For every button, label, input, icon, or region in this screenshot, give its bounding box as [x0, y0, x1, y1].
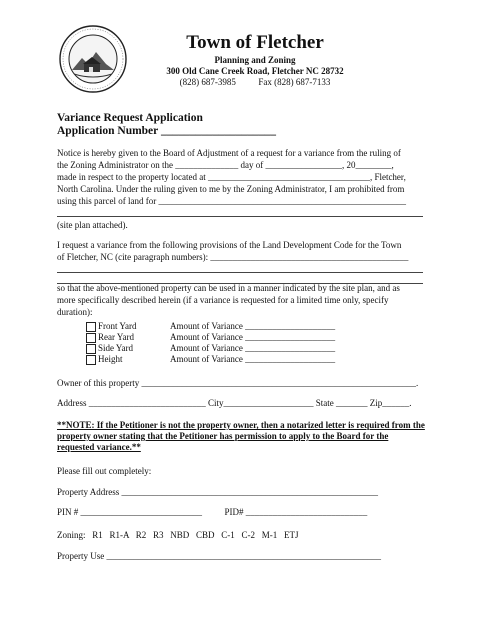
owner-field[interactable]: Owner of this property _____________________________________________________________. — [57, 378, 419, 388]
so-that-line-2: more specifically described herein (if a variance is requested for a limited time only, specify — [57, 295, 389, 305]
site-plan-note: (site plan attached). — [57, 220, 128, 230]
property-location-field[interactable]: made in respect to the property located at ____________________________________, Fletcher, — [57, 172, 406, 182]
town-name: Town of Fletcher — [186, 32, 324, 53]
rear-yard-label: Rear Yard — [98, 332, 134, 342]
side-yard-amount-field[interactable]: Amount of Variance ____________________ — [170, 343, 336, 353]
ruling-date-field[interactable]: the Zoning Administrator on the ______________ day of _________________, 20________, — [57, 160, 394, 170]
rear-yard-checkbox[interactable] — [86, 333, 96, 343]
pin-pid-field[interactable]: PIN # ___________________________ PID# ___________________________ — [57, 507, 368, 517]
land-use-continuation-line[interactable] — [57, 216, 423, 217]
cite-paragraph-field[interactable]: of Fletcher, NC (cite paragraph numbers): ____________________________________________ — [57, 252, 409, 262]
front-yard-amount-field[interactable]: Amount of Variance ____________________ — [170, 321, 336, 331]
height-checkbox[interactable] — [86, 355, 96, 365]
cite-continuation-line-1[interactable] — [57, 272, 423, 273]
owner-address-field[interactable]: Address __________________________ City____________________ State _______ Zip______. — [57, 398, 412, 408]
notarized-letter-note: **NOTE: If the Petitioner is not the property owner, then a notarized letter is required from the property owner stating that the Petitioner has permission to apply to the Board for the requested variance.** — [57, 420, 425, 452]
front-yard-label: Front Yard — [98, 321, 137, 331]
side-yard-label: Side Yard — [98, 343, 134, 353]
height-label: Height — [98, 354, 123, 364]
land-use-field[interactable]: using this parcel of land for _______________________________________________________ — [57, 196, 406, 206]
notice-line-1: Notice is hereby given to the Board of Adjustment of a request for a variance from the ruling of — [57, 148, 401, 158]
department-phone: (828) 687-3985 Fax (828) 687-7133 — [179, 77, 331, 87]
side-yard-checkbox[interactable] — [86, 344, 96, 354]
notice-line-4: North Carolina. Under the ruling given to me by the Zoning Administrator, I am prohibited from — [57, 184, 405, 194]
form-title: Variance Request Application — [57, 112, 203, 124]
height-amount-field[interactable]: Amount of Variance ____________________ — [170, 354, 336, 364]
fill-out-instruction: Please fill out completely: — [57, 466, 152, 476]
department-address: 300 Old Cane Creek Road, Fletcher NC 28732 — [166, 66, 344, 76]
property-address-field[interactable]: Property Address _________________________________________________________ — [57, 487, 378, 497]
rear-yard-amount-field[interactable]: Amount of Variance ____________________ — [170, 332, 336, 342]
application-number-field[interactable]: Application Number ____________________ — [57, 125, 276, 137]
zoning-options[interactable]: Zoning: R1 R1-A R2 R3 NBD CBD C-1 C-2 M-1 ETJ — [57, 530, 299, 540]
front-yard-checkbox[interactable] — [86, 322, 96, 332]
request-line-1: I request a variance from the following provisions of the Land Development Code for the Town — [57, 240, 402, 250]
department-name: Planning and Zoning — [214, 55, 296, 65]
property-use-field[interactable]: Property Use _____________________________________________________________ — [57, 551, 381, 561]
so-that-line-3: duration): — [57, 307, 93, 317]
so-that-line-1: so that the above-mentioned property can be used in a manner indicated by the site plan, and as — [57, 283, 400, 293]
town-seal-icon — [58, 24, 128, 94]
